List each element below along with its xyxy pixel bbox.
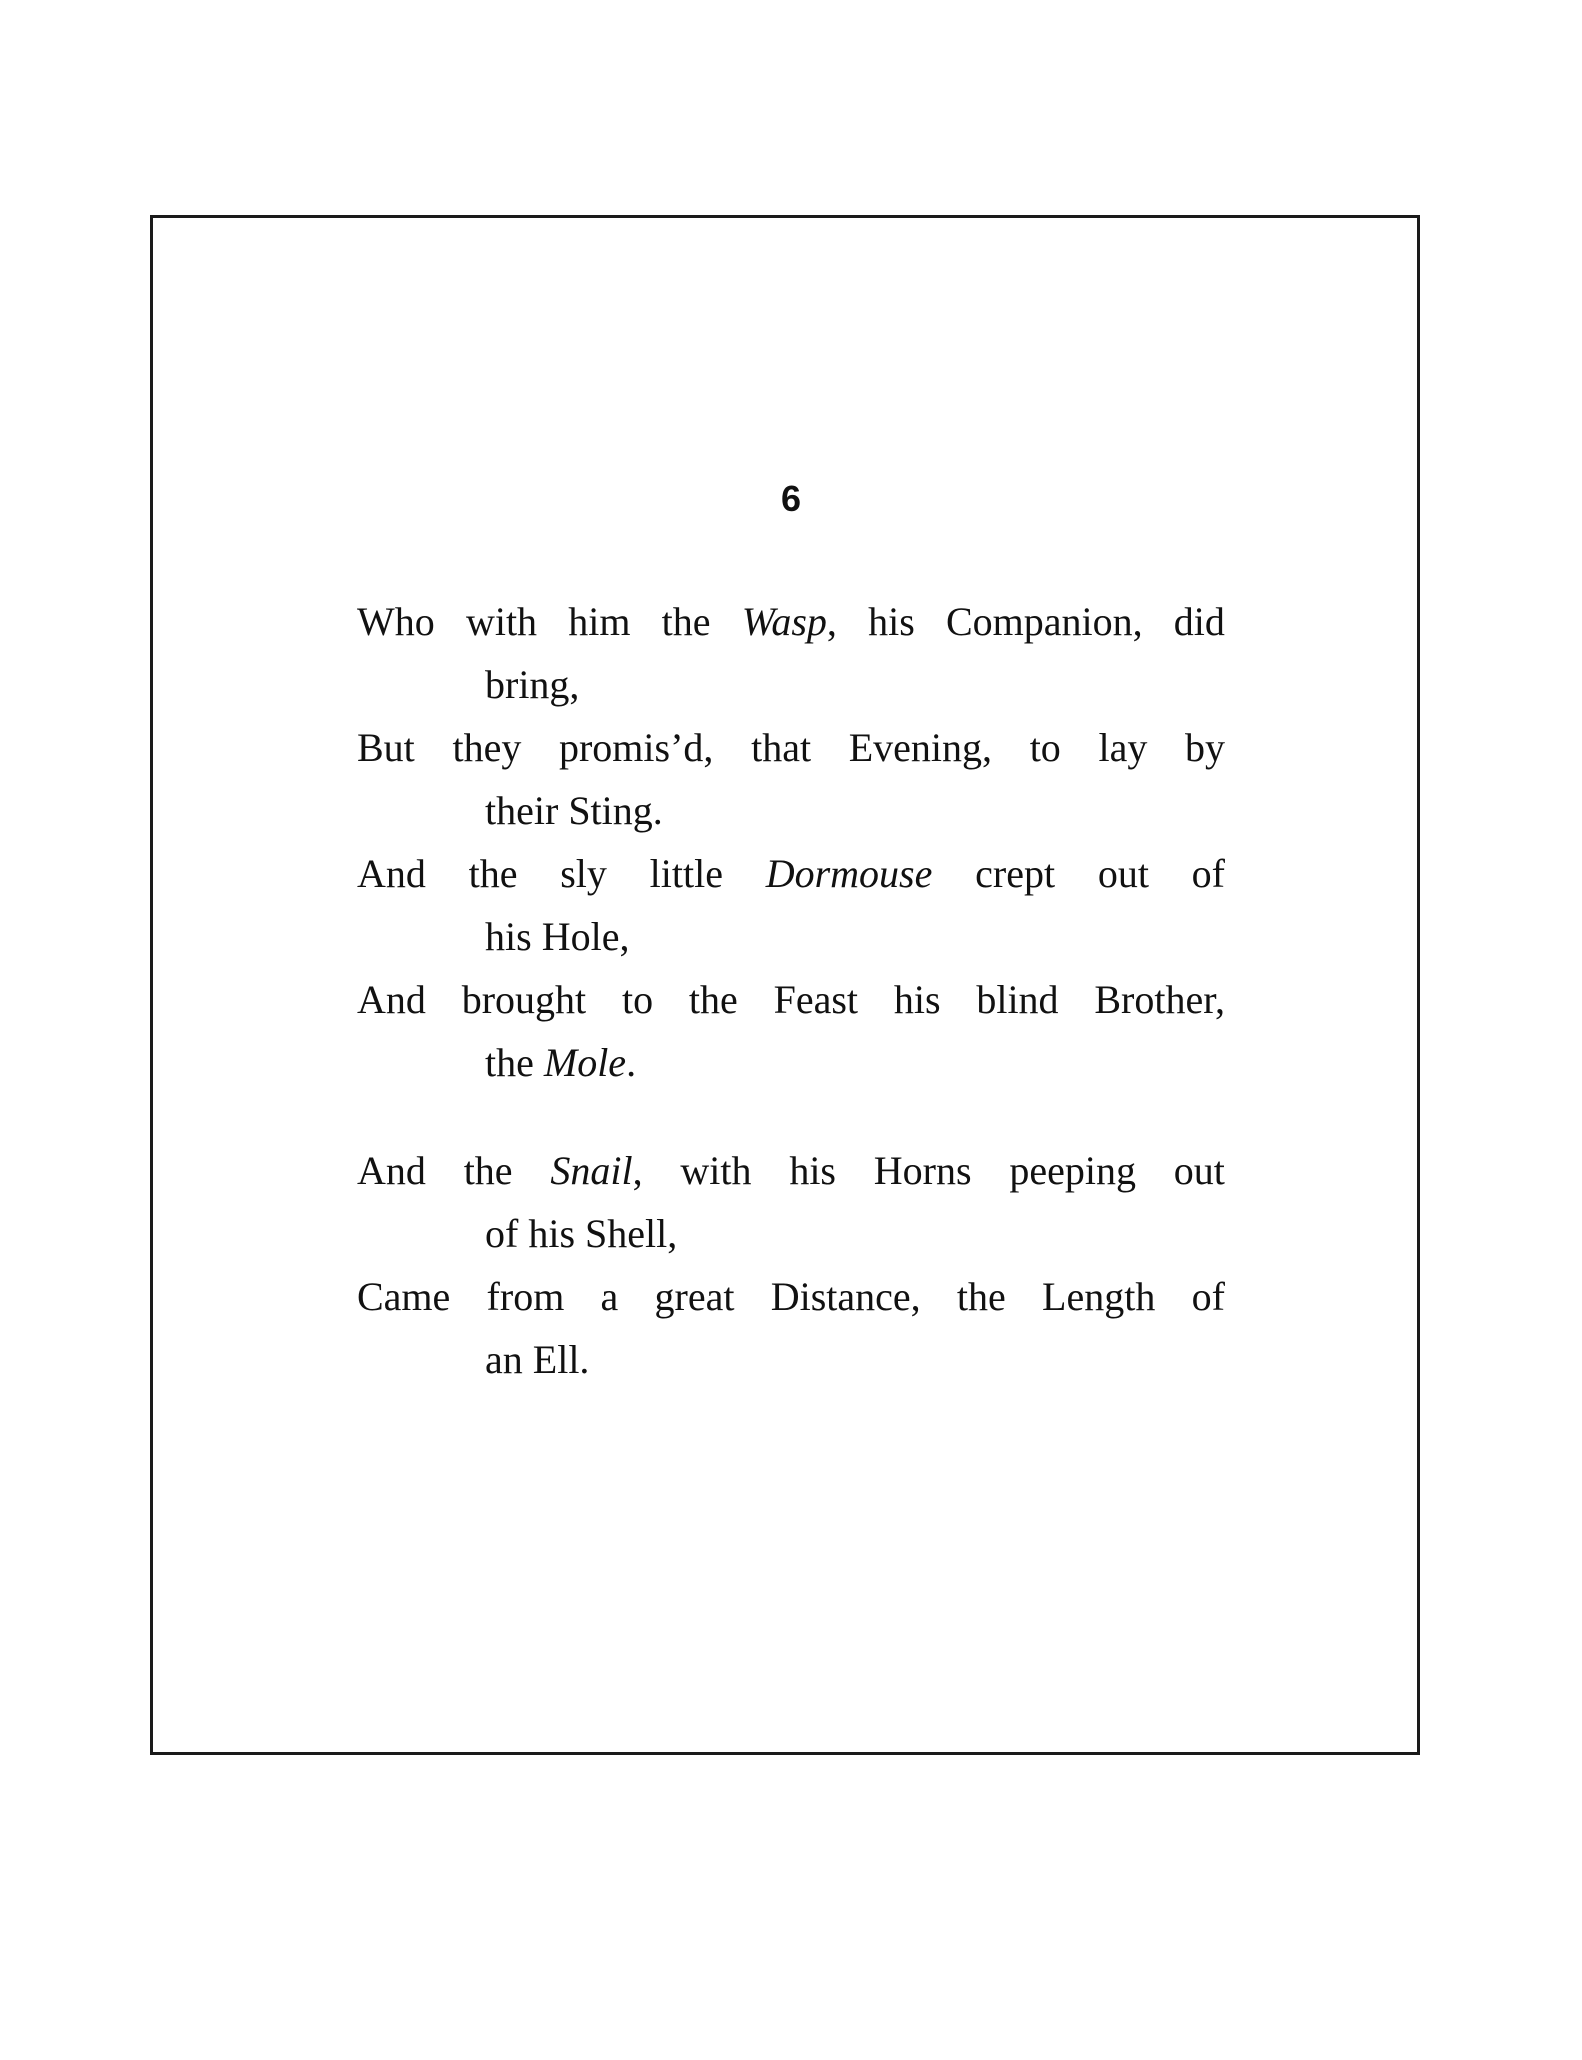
verse-word: with — [680, 1148, 752, 1193]
italic-name: Snail — [550, 1148, 633, 1193]
verse-line — [357, 590, 1225, 653]
verse-word: great — [654, 1274, 735, 1319]
verse-word: crept — [975, 851, 1056, 896]
verse-line — [357, 842, 1225, 905]
verse-word: brought — [461, 977, 587, 1022]
verse-word: him — [568, 599, 631, 644]
verse-word: his — [868, 599, 915, 644]
verse-word: his — [789, 1148, 836, 1193]
verse-line-continuation — [357, 1328, 1225, 1391]
verse-word: the — [661, 599, 711, 644]
verse-word: Ell. — [532, 1337, 590, 1382]
verse-word — [766, 842, 933, 905]
verse-word: Hole, — [541, 914, 630, 959]
verse-word: did — [1173, 599, 1225, 644]
italic-name: Dormouse — [765, 851, 933, 896]
verse-word: the — [485, 1040, 534, 1085]
verse-word: But — [357, 725, 415, 770]
verse-word: Evening, — [848, 725, 993, 770]
verse-word: the — [956, 1274, 1006, 1319]
verse-word: of — [1191, 851, 1225, 896]
verse-word: bring, — [485, 662, 580, 707]
verse-line-continuation — [357, 1031, 1225, 1094]
verse-word: blind — [976, 977, 1059, 1022]
stanza — [357, 1139, 1225, 1391]
verse-word: his — [893, 977, 941, 1022]
verse-word: Distance, — [770, 1274, 921, 1319]
verse-word: And — [357, 1148, 426, 1193]
verse-word: Length — [1042, 1274, 1156, 1319]
verse-word: Brother, — [1094, 977, 1225, 1022]
verse-word: out — [1097, 851, 1149, 896]
verse-word: of — [485, 1211, 519, 1256]
verse-word: to — [621, 977, 654, 1022]
poem-body — [357, 590, 1225, 1391]
verse-line-continuation — [357, 779, 1225, 842]
verse-word: promis’d, — [558, 725, 714, 770]
verse-word: sly — [560, 851, 607, 896]
verse-word: his — [528, 1211, 576, 1256]
verse-word: peeping — [1009, 1148, 1136, 1193]
verse-word: from — [486, 1274, 565, 1319]
verse-word: the — [688, 977, 738, 1022]
page-number: 6 — [780, 478, 802, 519]
italic-name: Wasp — [741, 599, 827, 644]
verse-word: by — [1185, 725, 1225, 770]
stanza — [357, 590, 1225, 1094]
verse-word: Came — [357, 1274, 451, 1319]
verse-word: Shell, — [585, 1211, 678, 1256]
verse-word: they — [452, 725, 522, 770]
verse-line — [357, 1265, 1225, 1328]
verse-word: a — [600, 1274, 619, 1319]
verse-word: the — [463, 1148, 513, 1193]
verse-word: that — [751, 725, 812, 770]
verse-word: their — [485, 788, 559, 833]
verse-word: his — [485, 914, 532, 959]
verse-word: Sting. — [568, 788, 663, 833]
verse-word: of — [1191, 1274, 1225, 1319]
verse-word: Companion, — [945, 599, 1143, 644]
verse-word: Who — [357, 599, 435, 644]
verse-word: to — [1029, 725, 1061, 770]
verse-word: And — [357, 977, 426, 1022]
verse-word: little — [649, 851, 723, 896]
verse-line — [357, 716, 1225, 779]
italic-name: Mole — [543, 1040, 627, 1085]
verse-line — [357, 968, 1225, 1031]
verse-word: an — [485, 1337, 523, 1382]
verse-word: the — [468, 851, 518, 896]
verse-word: Snail, — [550, 1148, 643, 1193]
verse-line — [357, 1139, 1225, 1202]
verse-word: And — [357, 851, 426, 896]
verse-word: Horns — [873, 1148, 972, 1193]
verse-line-continuation — [357, 1202, 1225, 1265]
verse-line-continuation — [357, 653, 1225, 716]
verse-word: lay — [1098, 725, 1148, 770]
verse-word: Wasp, — [741, 599, 837, 644]
verse-word: out — [1173, 1148, 1225, 1193]
verse-line-continuation — [357, 905, 1225, 968]
verse-word: Mole. — [543, 1040, 637, 1085]
verse-word: with — [465, 599, 538, 644]
verse-word: Feast — [773, 977, 859, 1022]
